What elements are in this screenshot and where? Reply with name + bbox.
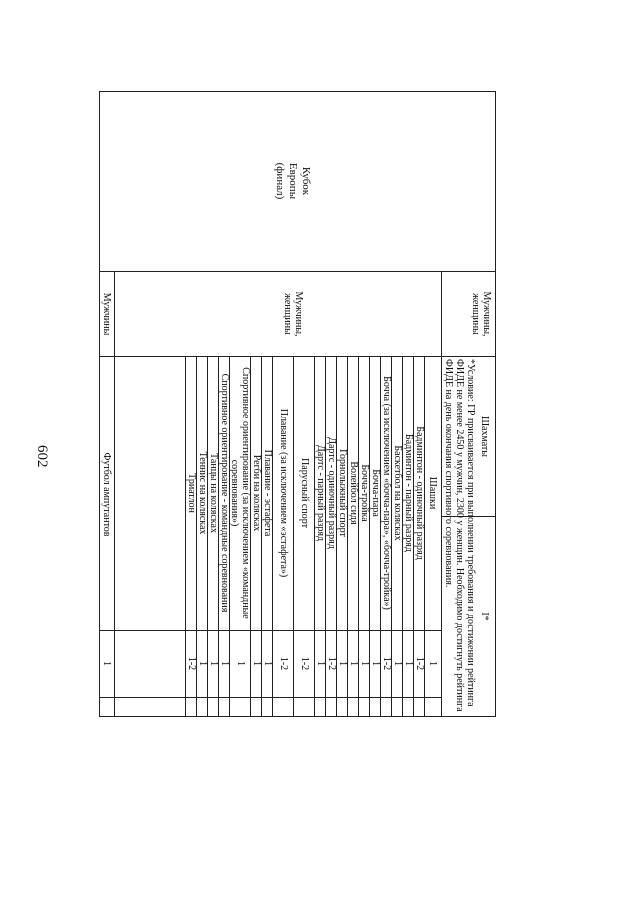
condition-note: *Условие: ГР присваивается при выполнении требования и достижении рейтинга ФИДЕ не менее 2450 у мужчин, 2300 у женщин. Необходимо достигнуть рейтинга ФИДЕ на день окончания спортивного соревнования.	[443, 359, 476, 712]
row-value: 1	[219, 661, 230, 666]
row-value: 1-2	[414, 656, 425, 671]
row-value: 1	[197, 661, 208, 666]
row-discipline: Парусный спорт	[299, 458, 310, 528]
table-border-right	[100, 716, 496, 717]
row-discipline: Волейбол сидя	[348, 461, 359, 525]
row-value: 1-2	[186, 656, 197, 671]
header-gender: Мужчины, женщины	[470, 291, 492, 337]
row-discipline: Теннис на колясках	[197, 451, 208, 535]
last-row-value: 1	[101, 661, 112, 666]
last-row-name: Футбол ампутантов	[101, 452, 112, 537]
row-value: 1	[427, 661, 439, 666]
table-border-bottom	[99, 91, 100, 717]
row-discipline: Бочча-тройка	[359, 464, 370, 522]
row-discipline: Бадминтон - одиночный разряд	[414, 426, 425, 560]
row-value: 1	[337, 661, 348, 666]
col-divider-competition	[100, 271, 496, 272]
table-border-top	[495, 91, 496, 717]
header-row-divider	[441, 271, 442, 717]
row-discipline: Бадминтон - парный разряд	[403, 433, 414, 552]
row-value: 1	[403, 661, 414, 666]
row-discipline: Танцы на колясках	[208, 453, 219, 533]
row-value: 1	[208, 661, 219, 666]
row-value: 1-2	[381, 656, 392, 671]
row-discipline: Дартс - парный разряд	[315, 444, 326, 542]
row-value: 1-2	[278, 656, 289, 671]
row-discipline: Горнолыжный спорт	[337, 449, 348, 537]
last-row-divider	[114, 271, 115, 717]
row-discipline: Бочча-пара	[370, 469, 381, 517]
row-discipline: Дартс - одиночный разряд	[326, 437, 337, 549]
competition-name: Кубок Европы (финал)	[274, 162, 312, 200]
row-value: 1	[235, 661, 246, 666]
header-discipline: Шахматы	[479, 415, 490, 458]
rotated-table	[98, 91, 496, 717]
group-gender: Мужчины, женщины	[282, 291, 304, 337]
row-value: 1	[348, 661, 359, 666]
row-value: 1	[359, 661, 370, 666]
row-discipline: Шашки	[427, 476, 439, 510]
row-discipline: Триатлон	[186, 473, 197, 513]
row-value: 1	[262, 661, 273, 666]
row-discipline: Плавание (за исключением «эстафета»)	[278, 408, 289, 578]
row-value: 1	[251, 661, 262, 666]
row-value: 1	[370, 661, 381, 666]
table-border-left	[100, 91, 496, 92]
row-discipline: Спортивное ориентирование - командные соревнования	[219, 373, 230, 613]
header-rank: I*	[479, 612, 490, 621]
page-number: 602	[34, 445, 50, 468]
row-discipline: Бочча (за исключением «бочча-пара», «бочча-тройка»)	[381, 376, 392, 610]
row-value: 1	[315, 661, 326, 666]
row-discipline: Спортивное ориентирование (за исключением «командные соревнования»)	[230, 367, 251, 619]
row-value: 1-2	[326, 656, 337, 671]
row-discipline: Баскетбол на колясках	[392, 445, 403, 541]
last-row-gender: Мужчины	[101, 292, 112, 336]
row-value: 1-2	[299, 656, 310, 671]
row-discipline: Регби на колясках	[251, 454, 262, 532]
row-value: 1	[392, 661, 403, 666]
col-divider-gender	[100, 356, 496, 357]
row-discipline: Плавание - эстафета	[262, 449, 273, 537]
